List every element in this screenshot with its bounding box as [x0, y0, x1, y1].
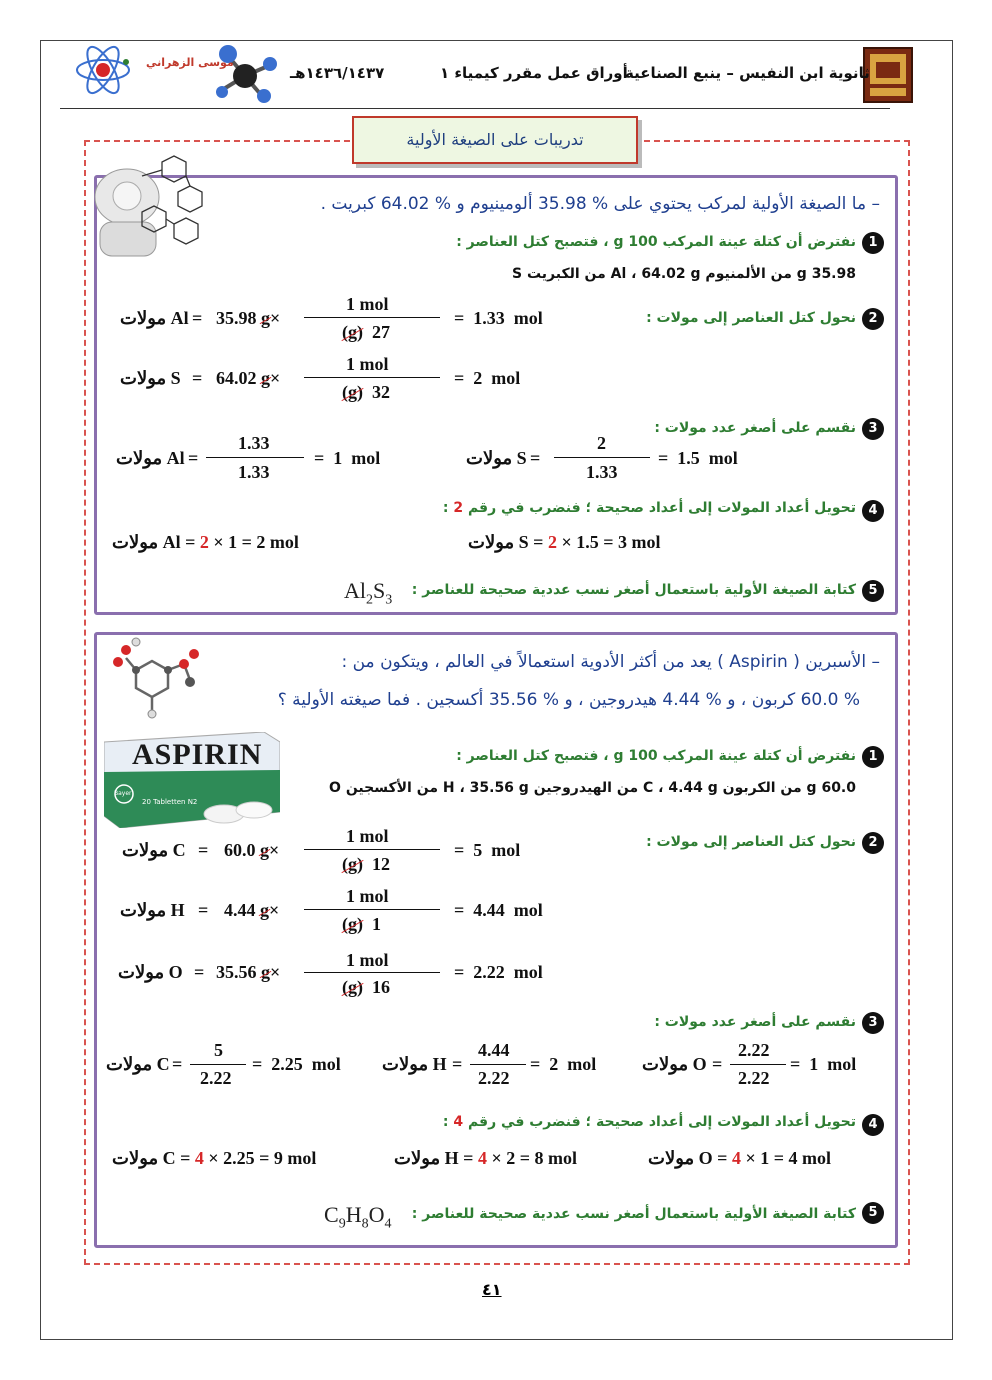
ex1-formula: $Al_2S_3$	[344, 578, 393, 608]
ex2-h-ratio-label: H مولات	[382, 1054, 447, 1074]
atom-icon	[74, 40, 132, 100]
ex1-step3-text: نقسم على أصغر عدد مولات :	[654, 420, 856, 436]
header-divider	[60, 108, 890, 109]
ex1-al-label: Al مولات	[120, 308, 189, 328]
ex1-step1-text: نفترض أن كتلة عينة المركب g 100 ، فتصبح كتل العناصر :	[456, 234, 856, 250]
course-name: أوراق عمل مقرر كيمياء ١	[440, 64, 628, 82]
equals-sign: =	[198, 840, 209, 860]
ex1-al-mass: 35.98 g×	[216, 308, 281, 328]
equals-sign: =	[192, 368, 203, 388]
fraction-bar	[554, 457, 650, 458]
fraction-bar	[206, 457, 304, 458]
ex2-o-mass: 35.56 g×	[216, 962, 281, 982]
page-title: تدريبات على الصيغة الأولية	[352, 116, 638, 164]
ex1-question: – ما الصيغة الأولية لمركب يحتوي على % 35.98 ألومينيوم و % 64.02 كبريت .	[320, 194, 880, 214]
ex1-al-final: Al مولات = 2 × 1 = 2 mol	[112, 532, 299, 552]
ex2-o-num: 2.22	[738, 1040, 770, 1060]
ex2-step5-text: كتابة الصيغة الأولية باستعمال أصغر نسب عددية صحيحة للعناصر :	[411, 1206, 856, 1222]
ex1-al-ratio: = 1 mol	[314, 448, 381, 468]
ex1-step1-data: 35.98 g من الألمنيوم Al ، 64.02 g من الكبريت S	[511, 266, 856, 282]
ex1-s-ratio-label: S مولات	[466, 448, 527, 468]
fraction-bar	[304, 377, 440, 378]
ex1-step5-number: 5	[862, 580, 884, 602]
ex1-s-result: = 2 mol	[454, 368, 521, 388]
ex2-h-mol: 1 mol	[346, 886, 389, 906]
ex2-c-label: C مولات	[122, 840, 186, 860]
ex2-o-final: O مولات = 4 × 1 = 4 mol	[648, 1148, 831, 1168]
ex2-c-final: C مولات = 4 × 2.25 = 9 mol	[112, 1148, 317, 1168]
ex1-al-mol: 1 mol	[346, 294, 389, 314]
ex2-step5-number: 5	[862, 1202, 884, 1224]
ex2-o-ratio: = 1 mol	[790, 1054, 857, 1074]
equals-sign: =	[198, 900, 209, 920]
aspirin-maker: Bayer	[114, 790, 132, 797]
ex1-step4-number: 4	[862, 500, 884, 522]
ex2-h-ratio: = 2 mol	[530, 1054, 597, 1074]
ex2-step4-text: تحويل أعداد المولات إلى أعداد صحيحة ؛ فنضرب في رقم 4 :	[442, 1114, 856, 1130]
ex2-step2-text: نحول كتل العناصر إلى مولات :	[646, 834, 856, 850]
ex2-c-molar: (g) 12	[342, 854, 390, 874]
aspirin-brand: ASPIRIN	[132, 738, 263, 771]
equals-sign: =	[188, 448, 199, 468]
ex2-c-result: = 5 mol	[454, 840, 521, 860]
ex2-c-mol: 1 mol	[346, 826, 389, 846]
academic-year: ١٤٣٦/١٤٣٧هـ	[290, 64, 385, 82]
ex2-step1-data: 60.0 g من الكربون C ، 4.44 g من الهيدروجين H ، 35.56 g من الأكسجين O	[329, 780, 856, 796]
ex1-step2-number: 2	[862, 308, 884, 330]
ex1-step3-number: 3	[862, 418, 884, 440]
fraction-bar	[730, 1064, 786, 1065]
ex2-step3-number: 3	[862, 1012, 884, 1034]
fraction-bar	[304, 849, 440, 850]
ex1-s-mol: 1 mol	[346, 354, 389, 374]
aspirin-molecule-icon	[108, 636, 208, 722]
equals-sign: =	[452, 1054, 463, 1074]
fraction-bar	[304, 909, 440, 910]
ex2-h-result: = 4.44 mol	[454, 900, 543, 920]
ex1-s-den: 1.33	[586, 462, 618, 482]
ex2-step3-text: نقسم على أصغر عدد مولات :	[654, 1014, 856, 1030]
fraction-bar	[304, 972, 440, 973]
ex1-s-num: 2	[597, 433, 606, 453]
ex2-h-final: H مولات = 4 × 2 = 8 mol	[394, 1148, 577, 1168]
ex1-s-final: S مولات = 2 × 1.5 = 3 mol	[468, 532, 661, 552]
ex1-s-label: S مولات	[120, 368, 181, 388]
fraction-bar	[304, 317, 440, 318]
molecule-icon	[210, 42, 280, 104]
ex2-o-label: O مولات	[118, 962, 183, 982]
ex1-al-den: 1.33	[238, 462, 270, 482]
fraction-bar	[470, 1064, 526, 1065]
ex1-al-molar: (g) 27	[342, 322, 390, 342]
ex2-h-mass: 4.44 g×	[224, 900, 280, 920]
ex1-step1-number: 1	[862, 232, 884, 254]
ex2-o-mol: 1 mol	[346, 950, 389, 970]
ex1-s-molar: (g) 32	[342, 382, 390, 402]
ex2-c-ratio-label: C مولات	[106, 1054, 170, 1074]
fraction-bar	[190, 1064, 246, 1065]
ex2-question-line2: % 60.0 كربون ، و % 4.44 هيدروجين ، و % 35.56 أكسجين . فما صيغته الأولية ؟	[277, 690, 860, 710]
ex2-h-den: 2.22	[478, 1068, 510, 1088]
ex2-o-den: 2.22	[738, 1068, 770, 1088]
ex2-step1-text: نفترض أن كتلة عينة المركب g 100 ، فتصبح كتل العناصر :	[456, 748, 856, 764]
ex2-step2-number: 2	[862, 832, 884, 854]
school-name: ثانوية ابن النفيس – ينبع الصناعية	[625, 64, 870, 82]
page-number: ٤١	[482, 1280, 502, 1299]
ex1-step5-text: كتابة الصيغة الأولية باستعمال أصغر نسب عددية صحيحة للعناصر :	[411, 582, 856, 598]
ex2-question-line1: – الأسبرين ( Aspirin ) يعد من أكثر الأدوية استعمالاً في العالم ، ويتكون من :	[341, 652, 880, 672]
author-name: موسى الزهراني	[146, 56, 234, 69]
aspirin-box-image	[104, 732, 280, 828]
equals-sign: =	[712, 1054, 723, 1074]
ex2-o-result: = 2.22 mol	[454, 962, 543, 982]
ex1-s-ratio: = 1.5 mol	[658, 448, 738, 468]
aspirin-box-sub: 20 Tabletten N2	[142, 798, 198, 806]
ex2-o-molar: (g) 16	[342, 977, 390, 997]
ex1-step4-text: تحويل أعداد المولات إلى أعداد صحيحة ؛ فنضرب في رقم 2 :	[442, 500, 856, 516]
ex1-al-ratio-label: Al مولات	[116, 448, 185, 468]
ex2-h-label: H مولات	[120, 900, 185, 920]
ex2-step1-number: 1	[862, 746, 884, 768]
equals-sign: =	[192, 308, 203, 328]
ex2-o-ratio-label: O مولات	[642, 1054, 707, 1074]
equals-sign: =	[530, 448, 541, 468]
ex1-step2-text: نحول كتل العناصر إلى مولات :	[646, 310, 856, 326]
ex2-h-num: 4.44	[478, 1040, 510, 1060]
equals-sign: =	[194, 962, 205, 982]
ex2-c-mass: 60.0 g×	[224, 840, 280, 860]
ex1-al-result: = 1.33 mol	[454, 308, 543, 328]
ex1-al-num: 1.33	[238, 433, 270, 453]
ex2-step4-number: 4	[862, 1114, 884, 1136]
ex1-s-mass: 64.02 g×	[216, 368, 281, 388]
ex2-c-ratio: = 2.25 mol	[252, 1054, 341, 1074]
ex2-c-den: 2.22	[200, 1068, 232, 1088]
ex2-c-num: 5	[214, 1040, 223, 1060]
ex2-h-molar: (g) 1	[342, 914, 381, 934]
ex2-formula: $C_9H_8O_4$	[324, 1202, 392, 1232]
chemist-figure-icon	[82, 152, 212, 262]
equals-sign: =	[172, 1054, 183, 1074]
